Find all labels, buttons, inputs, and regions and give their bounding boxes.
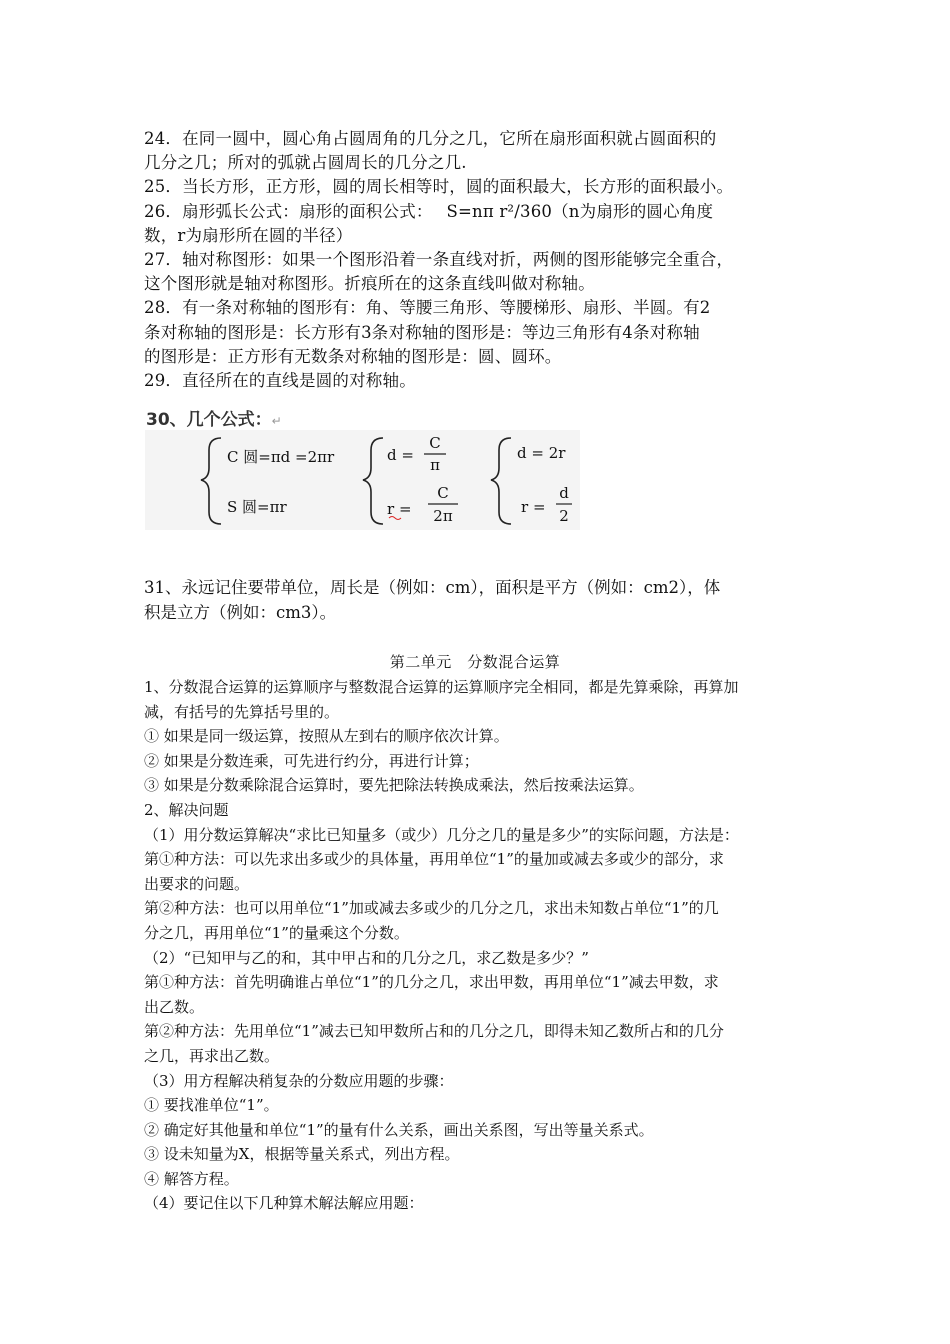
text-line: （3）用方程解决稍复杂的分数应用题的步骤： [144,1071,454,1090]
formula-d-lhs: d = [387,446,414,464]
formula-r-denominator: 2π [433,507,453,525]
text-line: 第①种方法：首先明确谁占单位“1”的几分之几，求出甲数，再用单位“1”减去甲数，求 [144,973,719,992]
text-line: ② 如果是分数连乘，可先进行约分，再进行计算； [144,751,479,770]
formula-r-numerator: C [437,484,449,502]
text-line: 27．轴对称图形：如果一个图形沿着一条直线对折，两侧的图形能够完全重合， [144,250,734,270]
text-line: 条对称轴的图形是：长方形有3条对称轴的图形是：等边三角形有4条对称轴 [144,322,700,342]
text-line: ③ 如果是分数乘除混合运算时，要先把除法转换成乘法，然后按乘法运算。 [144,776,644,795]
units-note [144,575,824,625]
text-line: 积是立方（例如：cm3）。 [144,603,337,622]
text-line: 第②种方法：先用单位“1”减去已知甲数所占和的几分之几，即得未知乙数所占和的几分 [144,1022,724,1041]
text-line: 31、永远记住要带单位，周长是（例如：cm），面积是平方（例如：cm2），体 [144,578,721,597]
text-line: （4）要记住以下几种算术解法解应用题： [144,1194,424,1213]
return-mark: ↵ [271,414,282,428]
formula-area: S 圆=πr [227,498,287,516]
text-line: 数，r为扇形所在圆的半径） [144,225,353,245]
text-line: 减，有括号的先算括号里的。 [144,702,340,721]
formula-d-denominator: π [430,456,440,474]
formula-radius-denominator: 2 [559,507,569,525]
text-line: 1、分数混合运算的运算顺序与整数混合运算的运算顺序完全相同，都是先算乘除，再算加 [144,678,739,696]
formula-image [145,430,580,530]
text-line: ③ 设未知量为X，根据等量关系式，列出方程。 [144,1145,460,1164]
text-line: 24．在同一圆中，圆心角占圆周角的几分之几，它所在扇形面积就占圆面积的 [144,129,717,148]
text-line: 出要求的问题。 [144,874,250,893]
text-line: 26．扇形弧长公式：扇形的面积公式： S=nπ r²/360（n为扇形的圆心角度 [144,201,714,221]
text-line: 分之几，再用单位“1”的量乘这个分数。 [144,923,409,942]
text-line: ④ 解答方程。 [144,1169,239,1188]
formulas-title: 30、几个公式： [146,410,272,430]
text-line: 几分之几；所对的弧就占圆周长的几分之几. [144,153,467,173]
text-line: （1）用分数运算解决“求比已知量多（或少）几分之几的量是多少”的实际问题，方法是： [144,825,739,844]
formula-diagram [145,430,580,530]
formulas-heading [146,405,282,430]
formula-circumference: C 圆=πd =2πr [227,448,335,466]
text-line: 出乙数。 [144,997,205,1016]
text-line: 之几，再求出乙数。 [144,1046,280,1065]
fraction-operations-section [144,675,814,1216]
formula-radius-lhs: r = [521,498,546,516]
left-brace-2 [363,438,383,524]
left-brace-3 [491,438,511,524]
text-line: 29．直径所在的直线是圆的对称轴。 [144,371,416,391]
text-line: ① 要找准单位“1”。 [144,1096,279,1115]
text-line: 的图形是：正方形有无数条对称轴的图形是：圆、圆环。 [144,346,562,366]
text-line: 这个图形就是轴对称图形。折痕所在的这条直线叫做对称轴。 [144,274,595,294]
formula-radius-numerator: d [559,484,569,502]
formula-diameter: d = 2r [517,444,566,462]
left-brace-1 [201,438,221,524]
text-line: 25．当长方形，正方形，圆的周长相等时，圆的面积最大，长方形的面积最小。 [144,177,734,197]
text-line: 第②种方法：也可以用单位“1”加或减去多或少的几分之几，求出未知数占单位“1”的几 [144,899,719,918]
text-line: 第①种方法：可以先求出多或少的具体量，再用单位“1”的量加或减去多或少的部分，求 [144,850,724,869]
unit-heading: 第二单元 分数混合运算 [389,653,561,671]
formula-d-numerator: C [429,434,441,452]
geometry-notes-section [144,127,824,393]
text-line: ② 确定好其他量和单位“1”的量有什么关系，画出关系图，写出等量关系式。 [144,1120,654,1139]
text-line: 2、解决问题 [144,800,229,819]
text-line: ① 如果是同一级运算，按照从左到右的顺序依次计算。 [144,727,509,746]
formula-r-lhs: r = [387,500,412,518]
text-line: （2）“已知甲与乙的和，其中甲占和的几分之几，求乙数是多少？” [144,948,589,967]
text-line: 28．有一条对称轴的图形有：角、等腰三角形、等腰梯形、扇形、半圆。有2 [144,298,711,318]
